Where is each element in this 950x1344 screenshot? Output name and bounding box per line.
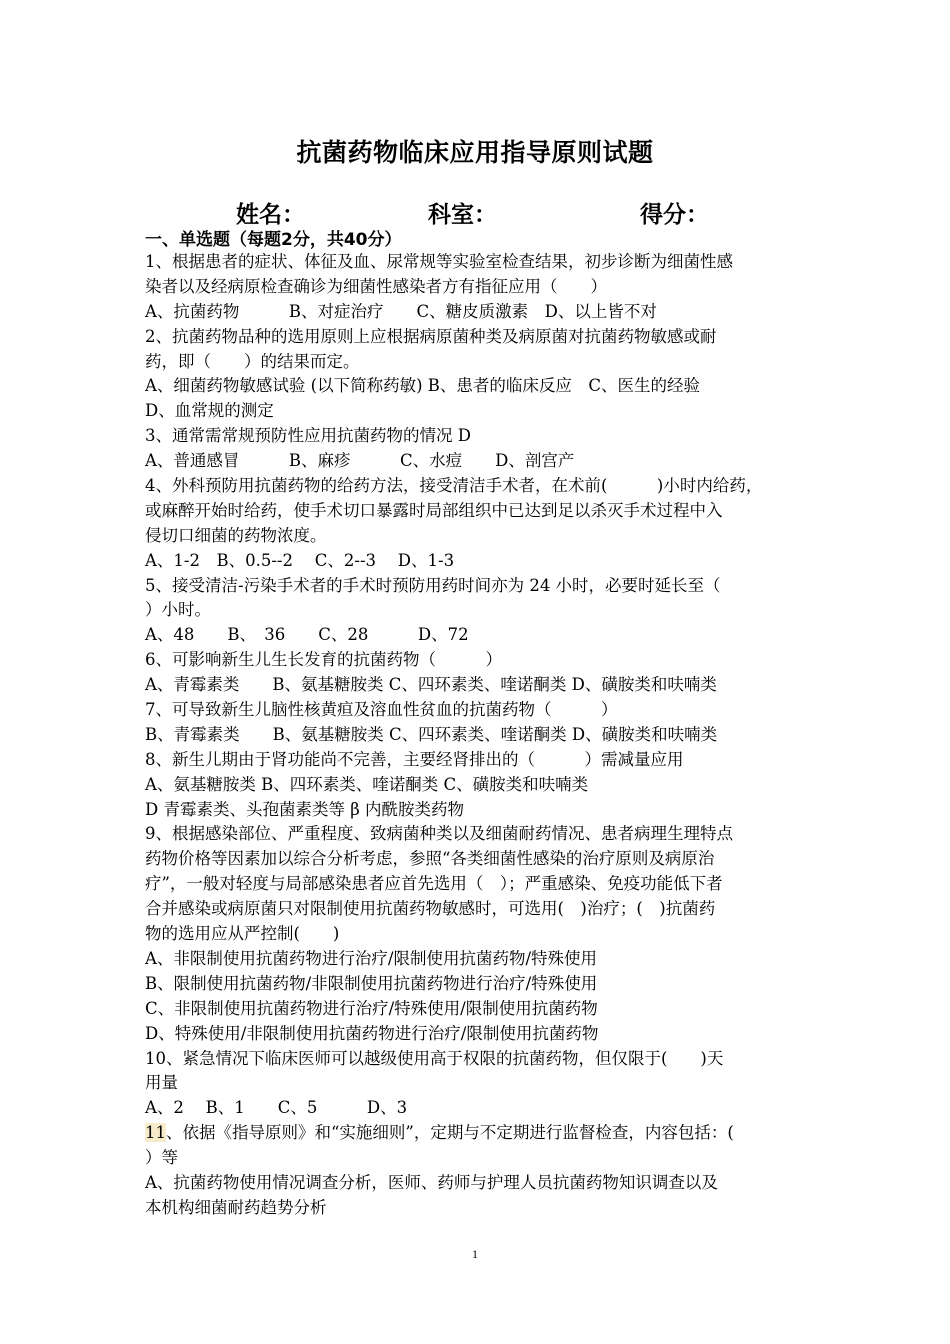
text-line: B、青霉素类 B、氨基糖胺类 C、四环素类、喹诺酮类 D、磺胺类和呋喃类 (145, 724, 718, 744)
text-line: D、特殊使用/非限制使用抗菌药物进行治疗/限制使用抗菌药物 (145, 1023, 599, 1043)
text-line-rest: 、依据《指导原则》和“实施细则”，定期与不定期进行监督检查，内容包括：( (166, 1123, 734, 1143)
text-line: 本机构细菌耐药趋势分析 (145, 1197, 327, 1217)
text-line: 疗”，一般对轻度与局部感染患者应首先选用（ ）；严重感染、免疫功能低下者 (145, 874, 723, 894)
text-line: 染者以及经病原检查确诊为细菌性感染者方有指征应用（ ） (145, 276, 607, 296)
text-line: 物的选用应从严控制( ) (145, 924, 340, 944)
text-line: 合并感染或病原菌只对限制使用抗菌药物敏感时，可选用( )治疗；( )抗菌药 (145, 899, 716, 919)
name-label: 姓名： (236, 202, 305, 228)
text-line (145, 1121, 825, 1146)
text-line: D、血常规的测定 (145, 401, 274, 421)
text-line: 10、紧急情况下临床医师可以越级使用高于权限的抗菌药物，但仅限于( )天 (145, 1048, 724, 1068)
text-line: A、青霉素类 B、氨基糖胺类 C、四环素类、喹诺酮类 D、磺胺类和呋喃类 (145, 675, 717, 695)
text-line: A、48 B、 36 C、28 D、72 (145, 625, 469, 645)
text-line: A、细菌药物敏感试验 (以下简称药敏) B、患者的临床反应 C、医生的经验 (145, 376, 701, 396)
text-line: 9、根据感染部位、严重程度、致病菌种类以及细菌耐药情况、患者病理生理特点 (145, 824, 733, 844)
text-line: 6、可影响新生儿生长发育的抗菌药物（ ） (145, 650, 502, 670)
text-line: ）小时。 (145, 600, 211, 620)
score-label: 得分： (640, 202, 709, 228)
text-line: A、2 B、1 C、5 D、3 (145, 1098, 408, 1118)
text-line: 4、外科预防用抗菌药物的给药方法，接受清洁手术者，在术前( )小时内给药， (145, 476, 763, 496)
text-line: 1、根据患者的症状、体征及血、尿常规等实验室检查结果，初步诊断为细菌性感 (145, 252, 733, 271)
text-line: 5、接受清洁-污染手术者的手术时预防用药时间亦为 24 小时，必要时延长至（ (145, 575, 721, 595)
text-line: A、抗菌药物使用情况调查分析，医师、药师与护理人员抗菌药物知识调查以及 (145, 1172, 718, 1192)
text-line: B、限制使用抗菌药物/非限制使用抗菌药物进行治疗/特殊使用 (145, 973, 598, 993)
text-line: 药，即（ ）的结果而定。 (145, 351, 360, 371)
text-line: ）等 (145, 1148, 178, 1168)
text-line: A、1-2 B、0.5--2 C、2--3 D、1-3 (145, 550, 455, 570)
text-line: 药物价格等因素加以综合分析考虑，参照“各类细菌性感染的治疗原则及病原治 (145, 849, 715, 869)
text-line: A、抗菌药物 B、对症治疗 C、糖皮质激素 D、以上皆不对 (145, 301, 657, 321)
text-line: A、氨基糖胺类 B、四环素类、喹诺酮类 C、磺胺类和呋喃类 (145, 774, 589, 794)
text-line: 侵切口细菌的药物浓度。 (145, 525, 327, 545)
question-body (145, 250, 825, 1221)
text-line: 用量 (145, 1073, 178, 1093)
text-line: A、非限制使用抗菌药物进行治疗/限制使用抗菌药物/特殊使用 (145, 948, 598, 968)
text-line: C、非限制使用抗菌药物进行治疗/特殊使用/限制使用抗菌药物 (145, 998, 598, 1018)
section-heading: 一、单选题（每题2分，共40分） (145, 230, 402, 250)
text-line: 2、抗菌药物品种的选用原则上应根据病原菌种类及病原菌对抗菌药物敏感或耐 (145, 326, 717, 346)
highlighted-question-number: 11 (145, 1123, 166, 1143)
text-line: A、普通感冒 B、麻疹 C、水痘 D、剖宫产 (145, 451, 575, 471)
text-line: 3、通常需常规预防性应用抗菌药物的情况 D (145, 426, 471, 446)
document-title: 抗菌药物临床应用指导原则试题 (296, 138, 654, 167)
text-line: 7、可导致新生儿脑性核黄疸及溶血性贫血的抗菌药物（ ） (145, 700, 618, 720)
text-line: D 青霉素类、头孢菌素类等 β 内酰胺类药物 (145, 799, 465, 819)
department-label: 科室： (428, 202, 497, 228)
text-line: 8、新生儿期由于肾功能尚不完善，主要经肾排出的（ ）需减量应用 (145, 749, 684, 769)
text-line: 或麻醉开始时给药，使手术切口暴露时局部组织中已达到足以杀灭手术过程中入 (145, 500, 723, 520)
page-number: 1 (472, 1247, 478, 1261)
